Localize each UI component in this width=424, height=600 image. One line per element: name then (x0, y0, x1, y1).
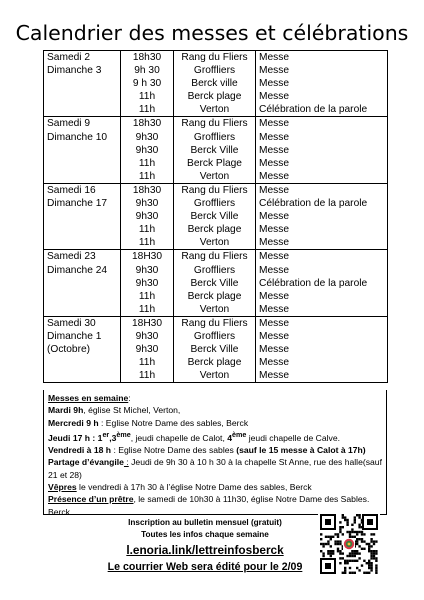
time-cell: 11h (121, 157, 174, 170)
footer-subscribe-text: Inscription au bulletin mensuel (gratuit) (128, 518, 282, 527)
table-row (44, 90, 388, 103)
type-cell: Messe (256, 77, 388, 90)
type-cell: Messe (256, 330, 388, 343)
day-cell (44, 290, 121, 303)
type-cell: Célébration de la parole (256, 277, 388, 290)
time-cell: 11h (121, 369, 174, 383)
place-cell: Verton (174, 170, 256, 184)
place-cell: Rang du Fliers (174, 250, 256, 264)
table-row (44, 170, 388, 184)
day-cell (44, 236, 121, 250)
day-cell (44, 303, 121, 317)
type-cell: Messe (256, 290, 388, 303)
day-cell (44, 103, 121, 117)
type-cell: Messe (256, 223, 388, 236)
place-cell: Groffliers (174, 197, 256, 210)
mardi-line: Mardi 9h, église St Michel, Verton, (48, 405, 181, 416)
vendredi-line: Vendredi à 18 h : Eglise Notre Dame des sables (sauf le 15 messe à Calot à 17h) (48, 445, 366, 456)
time-cell: 11h (121, 90, 174, 103)
page-title: Calendrier des messes et célébrations (15, 21, 409, 45)
qr-code-icon[interactable] (318, 512, 380, 576)
type-cell: Messe (256, 343, 388, 356)
table-row (44, 183, 388, 197)
jeudi-line: Jeudi 17 h : 1er,3ème, jeudi chapelle de Calot, 4ème jeudi chapelle de Calve. (48, 430, 340, 443)
time-cell: 11h (121, 223, 174, 236)
presence-line: Présence d’un prêtre, le samedi de 10h30 à 11h30, église Notre Dame des Sables. Berck. (48, 494, 370, 517)
type-cell: Messe (256, 131, 388, 144)
type-cell: Messe (256, 250, 388, 264)
time-cell: 9h30 (121, 210, 174, 223)
time-cell: 18h30 (121, 51, 174, 65)
footer (85, 517, 325, 575)
type-cell: Célébration de la parole (256, 197, 388, 210)
type-cell: Messe (256, 144, 388, 157)
time-cell: 11h (121, 236, 174, 250)
time-cell: 11h (121, 103, 174, 117)
table-row (44, 64, 388, 77)
type-cell: Messe (256, 369, 388, 383)
table-row (44, 157, 388, 170)
time-cell: 9h30 (121, 197, 174, 210)
day-cell: Samedi 16 (44, 183, 121, 197)
type-cell: Messe (256, 170, 388, 184)
place-cell: Groffliers (174, 264, 256, 277)
vepres-line: Vêpres le vendredi à 17h 30 à l’église Notre Dame des sables, Berck (48, 481, 312, 492)
table-row (44, 131, 388, 144)
time-cell: 9h30 (121, 277, 174, 290)
place-cell: Berck plage (174, 356, 256, 369)
table-row (44, 197, 388, 210)
day-cell: Dimanche 10 (44, 131, 121, 144)
type-cell: Messe (256, 157, 388, 170)
time-cell: 9h30 (121, 264, 174, 277)
place-cell: Rang du Fliers (174, 51, 256, 65)
day-cell (44, 157, 121, 170)
table-row (44, 316, 388, 330)
type-cell: Messe (256, 51, 388, 65)
type-cell: Messe (256, 236, 388, 250)
place-cell: Groffliers (174, 131, 256, 144)
day-cell: Dimanche 17 (44, 197, 121, 210)
table-row (44, 103, 388, 117)
place-cell: Berck Ville (174, 343, 256, 356)
day-cell (44, 369, 121, 383)
time-cell: 11h (121, 303, 174, 317)
table-row (44, 343, 388, 356)
place-cell: Berck ville (174, 77, 256, 90)
day-cell: Samedi 2 (44, 51, 121, 65)
table-row (44, 303, 388, 317)
day-cell: Dimanche 24 (44, 264, 121, 277)
type-cell: Messe (256, 210, 388, 223)
day-cell (44, 210, 121, 223)
day-cell: Samedi 30 (44, 316, 121, 330)
time-cell: 9h30 (121, 131, 174, 144)
time-cell: 18H30 (121, 250, 174, 264)
schedule-table (43, 50, 388, 383)
table-row (44, 290, 388, 303)
day-cell (44, 223, 121, 236)
place-cell: Verton (174, 103, 256, 117)
type-cell: Célébration de la parole (256, 103, 388, 117)
place-cell: Groffliers (174, 64, 256, 77)
time-cell: 18h30 (121, 183, 174, 197)
day-cell: Dimanche 3 (44, 64, 121, 77)
day-cell (44, 90, 121, 103)
time-cell: 9h30 (121, 343, 174, 356)
table-row (44, 77, 388, 90)
table-row (44, 236, 388, 250)
day-cell (44, 170, 121, 184)
table-row (44, 250, 388, 264)
place-cell: Rang du Fliers (174, 117, 256, 131)
table-row (44, 144, 388, 157)
table-row (44, 369, 388, 383)
place-cell: Groffliers (174, 330, 256, 343)
weekday-masses-section: Messes en semaine: Mardi 9h, église St Michel, Verton, Mercredi 9 h : Eglise Notre Dame des sables, Berck Jeudi 17 h : 1er,3ème, jeudi chapelle de Calot, 4ème jeudi chapelle de Calve. Vendredi à 18 h : Eglise Notre Dame des sables (sauf le 15 messe à Calot à 17h) Partage d’évangile : Jeudi de 9h 30 à 10 h 30 à la chapelle St Anne, rue des halle(sauf 21 et 28) Vêpres le vendredi à 17h 30 à l’église Notre Dame des sables, Berck Présence d’un prêtre, le samedi de 10h30 à 11h30, église Notre Dame des Sables. Berck. (43, 390, 387, 515)
type-cell: Messe (256, 117, 388, 131)
partage-line: Partage d’évangile : Jeudi de 9h 30 à 10 h 30 à la chapelle St Anne, rue des halle(sauf 21 et 28) (48, 457, 382, 480)
day-cell (44, 144, 121, 157)
footer-notice: Le courrier Web sera édité pour le 2/09 (107, 561, 303, 573)
type-cell: Messe (256, 64, 388, 77)
type-cell: Messe (256, 316, 388, 330)
time-cell: 18h30 (121, 117, 174, 131)
type-cell: Messe (256, 90, 388, 103)
place-cell: Rang du Fliers (174, 183, 256, 197)
place-cell: Berck plage (174, 90, 256, 103)
time-cell: 9h30 (121, 330, 174, 343)
table-row (44, 264, 388, 277)
place-cell: Berck Ville (174, 144, 256, 157)
day-cell (44, 356, 121, 369)
time-cell: 11h (121, 290, 174, 303)
table-row (44, 277, 388, 290)
mercredi-line: Mercredi 9 h : Eglise Notre Dame des sables, Berck (48, 417, 249, 428)
type-cell: Messe (256, 264, 388, 277)
footer-info-text: Toutes les infos chaque semaine (141, 529, 269, 539)
time-cell: 9h30 (121, 144, 174, 157)
time-cell: 11h (121, 170, 174, 184)
table-row (44, 51, 388, 65)
day-cell (44, 77, 121, 90)
table-row (44, 356, 388, 369)
place-cell: Berck plage (174, 290, 256, 303)
place-cell: Berck plage (174, 223, 256, 236)
time-cell: 18H30 (121, 316, 174, 330)
table-row (44, 117, 388, 131)
day-cell: Samedi 9 (44, 117, 121, 131)
table-row (44, 330, 388, 343)
type-cell: Messe (256, 356, 388, 369)
table-row (44, 223, 388, 236)
time-cell: 9h 30 (121, 64, 174, 77)
table-row (44, 210, 388, 223)
place-cell: Verton (174, 236, 256, 250)
type-cell: Messe (256, 183, 388, 197)
time-cell: 9 h 30 (121, 77, 174, 90)
place-cell: Rang du Fliers (174, 316, 256, 330)
weekday-heading: Messes en semaine (48, 393, 129, 403)
day-cell: Dimanche 1 (44, 330, 121, 343)
time-cell: 11h (121, 356, 174, 369)
place-cell: Berck Ville (174, 210, 256, 223)
day-cell (44, 277, 121, 290)
place-cell: Verton (174, 303, 256, 317)
day-cell: (Octobre) (44, 343, 121, 356)
type-cell: Messe (256, 303, 388, 317)
footer-link[interactable]: l.enoria.link/lettreinfosberck (126, 543, 284, 557)
place-cell: Verton (174, 369, 256, 383)
day-cell: Samedi 23 (44, 250, 121, 264)
place-cell: Berck Ville (174, 277, 256, 290)
place-cell: Berck Plage (174, 157, 256, 170)
